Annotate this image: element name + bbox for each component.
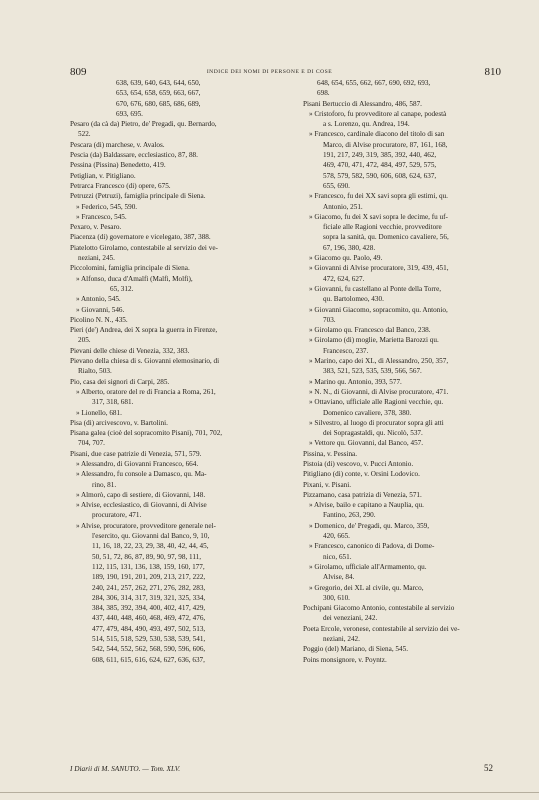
index-line: » Cristoforo, fu provveditore al canape, podestà <box>309 109 447 118</box>
index-line: » Giacomo, fu dei X savi sopra le decime, fu uf- <box>309 212 448 221</box>
index-line: Pixani, v. Pisani. <box>303 480 352 489</box>
index-line: » N. N., di Giovanni, di Alvise procuratore, 471. <box>309 387 449 396</box>
index-line: Fantino, 263, 290. <box>323 511 376 520</box>
index-line: 578, 579, 582, 590, 606, 608, 624, 637, <box>323 171 437 180</box>
index-line: 698. <box>317 89 330 98</box>
index-line: Poins monsignore, v. Poyntz. <box>303 655 387 664</box>
index-line: » Alvise, ecclesiastico, di Giovanni, di Alvise <box>76 501 207 510</box>
index-line: 112, 115, 131, 136, 138, 159, 160, 177, <box>92 562 205 571</box>
index-line: Pisana galea (cioè del sopracomito Pisani), 701, 702, <box>70 429 223 438</box>
index-line: 608, 611, 615, 616, 624, 627, 636, 637, <box>92 655 205 664</box>
index-line: Piccolomini, famiglia principale di Siena. <box>70 264 190 273</box>
index-line: 693, 695. <box>116 109 143 118</box>
index-line: » Marino qu. Antonio, 393, 577. <box>309 377 402 386</box>
index-line: 240, 241, 257, 262, 271, 276, 282, 283, <box>92 583 206 592</box>
index-line: nico, 651. <box>323 552 352 561</box>
index-line: Piatelotto Girolamo, contestabile al servizio dei ve- <box>70 243 218 252</box>
index-line: » Francesco, canonico di Padova, di Dome- <box>309 542 435 551</box>
index-line: » Silvestro, al luogo di procurator sopra gli atti <box>309 418 444 427</box>
index-line: Pitigliano (di) conte, v. Orsini Lodovico. <box>303 470 420 479</box>
index-line: Pesaro (da cà da) Pietro, de' Pregadi, qu. Bernardo, <box>70 120 217 129</box>
index-line: 383, 521, 523, 535, 539, 566, 567. <box>323 367 422 376</box>
index-line: » Girolamo qu. Francesco dal Banco, 238. <box>309 326 431 335</box>
index-line: neziani, 242. <box>323 635 360 644</box>
index-line: Pievani delle chiese di Venezia, 332, 383. <box>70 346 190 355</box>
index-line: Pievano della chiesa di s. Giovanni elemosinario, di <box>70 357 220 366</box>
index-line: Pochipani Giacomo Antonio, contestabile al servizio <box>303 604 455 613</box>
index-line: » Vettore qu. Giovanni, dal Banco, 457. <box>309 439 424 448</box>
index-line: » Federico, 545, 590. <box>76 202 138 211</box>
page-number-right: 810 <box>484 66 501 78</box>
index-line: » Giovanni, 546. <box>76 305 125 314</box>
index-line: Picolino N. N., 435. <box>70 315 128 324</box>
index-line: 384, 385, 392, 394, 400, 402, 417, 429, <box>92 604 206 613</box>
index-line: » Francesco, fu dei XX savi sopra gli estimi, qu. <box>309 192 448 201</box>
index-line: » Domenico, de' Pregadi, qu. Marco, 359, <box>309 521 430 530</box>
index-line: neziani, 245. <box>78 254 115 263</box>
index-line: 437, 440, 448, 460, 468, 469, 472, 476, <box>92 614 206 623</box>
index-line: Rialto, 503. <box>78 367 112 376</box>
index-line: 65, 312. <box>110 284 134 293</box>
index-line: Poeta Ercole, veronese, contestabile al servizio dei ve- <box>303 624 460 633</box>
index-line: Petiglian, v. Pitigliano. <box>70 171 136 180</box>
index-line: » Alvise, procuratore, provveditore generale nel- <box>76 521 216 530</box>
index-line: Petruzzi (Petruzi), famiglia principale di Siena. <box>70 192 206 201</box>
index-line: 420, 665. <box>323 532 350 541</box>
series-footer: I Diarii di M. SANUTO. — Tom. XLV. <box>70 764 181 773</box>
index-line: Pescara (di) marchese, v. Avalos. <box>70 140 165 149</box>
index-line: sopra la sanità, qu. Domenico cavaliere, 56, <box>323 233 449 242</box>
signature-mark: 52 <box>484 763 493 773</box>
index-line: » Almorò, capo di sestiere, di Giovanni, 148. <box>76 490 206 499</box>
index-line: 704, 707. <box>78 439 105 448</box>
index-line: » Ottaviano, ufficiale alle Ragioni vecchie, qu. <box>309 398 444 407</box>
index-line: 191, 217, 249, 319, 385, 392, 440, 462, <box>323 151 437 160</box>
index-line: 655, 690. <box>323 181 350 190</box>
index-line: qu. Bartolomeo, 430. <box>323 295 384 304</box>
index-line: Pio, casa dei signori di Carpi, 285. <box>70 377 170 386</box>
index-line: 653, 654, 658, 659, 663, 667, <box>116 89 201 98</box>
index-line: » Giovanni Giacomo, sopracomito, qu. Antonio, <box>309 305 448 314</box>
index-line: 11, 16, 18, 22, 23, 29, 38, 40, 42, 44, 45, <box>92 542 209 551</box>
index-line: rino, 81. <box>92 480 117 489</box>
index-line: » Alfonso, duca d'Amalfi (Malfi, Molfi), <box>76 274 193 283</box>
index-line: procuratore, 471. <box>92 511 142 520</box>
index-line: » Alberto, oratore del re di Francia a Roma, 261, <box>76 387 216 396</box>
index-line: » Lionello, 681. <box>76 408 122 417</box>
index-line: 670, 676, 680, 685, 686, 689, <box>116 99 201 108</box>
index-column-right <box>303 78 510 665</box>
index-line: Pexaro, v. Pesaro. <box>70 223 122 232</box>
index-line: 205. <box>78 336 91 345</box>
index-line: 542, 544, 552, 562, 568, 590, 596, 606, <box>92 645 206 654</box>
index-line: Domenico cavaliere, 378, 380. <box>323 408 412 417</box>
index-line: 189, 190, 191, 201, 209, 213, 217, 222, <box>92 573 206 582</box>
index-line: Petrarca Francesco (di) opere, 675. <box>70 181 171 190</box>
index-line: Alvise, 84. <box>323 573 355 582</box>
index-column-left <box>70 78 298 665</box>
index-line: Pessina (Pissina) Benedetto, 419. <box>70 161 166 170</box>
index-line: 317, 318, 681. <box>92 398 134 407</box>
index-line: dei Sopragastaldi, qu. Nicolò, 537. <box>323 429 423 438</box>
index-line: 469, 470, 471, 472, 484, 497, 529, 575, <box>323 161 437 170</box>
index-line: 300, 610. <box>323 593 350 602</box>
index-line: a s. Lorenzo, qu. Andrea, 194. <box>323 120 410 129</box>
index-line: Marco, di Alvise procuratore, 87, 161, 168, <box>323 140 448 149</box>
page-number-left: 809 <box>70 66 87 78</box>
index-line: » Marino, capo dei XL, di Alessandro, 250, 357, <box>309 357 449 366</box>
index-line: » Francesco, 545. <box>76 212 127 221</box>
index-line: Pistoia (di) vescovo, v. Pucci Antonio. <box>303 459 414 468</box>
index-line: » Gregorio, dei XL al civile, qu. Marco, <box>309 583 424 592</box>
index-line: Pisa (di) arcivescovo, v. Bartolini. <box>70 418 168 427</box>
index-line: 284, 306, 314, 317, 319, 321, 325, 334, <box>92 593 206 602</box>
index-line: » Antonio, 545. <box>76 295 121 304</box>
index-line: 638, 639, 640, 643, 644, 650, <box>116 79 201 87</box>
index-line: » Alessandro, di Giovanni Francesco, 664. <box>76 459 199 468</box>
index-line: » Francesco, cardinale diacono del titolo di san <box>309 130 445 139</box>
index-line: Pieri (de') Andrea, dei X sopra la guerra in Firenze, <box>70 326 218 335</box>
index-line: 522. <box>78 130 91 139</box>
index-line: Poggio (del) Mariano, di Siena, 545. <box>303 645 409 654</box>
index-line: » Giovanni, fu castellano al Ponte della Torre, <box>309 284 442 293</box>
index-line: » Giovanni di Alvise procuratore, 319, 439, 451, <box>309 264 449 273</box>
index-line: 477, 479, 484, 490, 493, 497, 502, 513, <box>92 624 206 633</box>
index-line: Pissina, v. Pessina. <box>303 449 358 458</box>
index-line: » Alessandro, fu console a Damasco, qu. Ma- <box>76 470 207 479</box>
index-line: Piacenza (di) governatore e vicelegato, 387, 388. <box>70 233 211 242</box>
index-line: dei veneziani, 242. <box>323 614 378 623</box>
index-line: ficiale alle Ragioni vecchie, provveditore <box>323 223 442 232</box>
index-line: » Giacomo qu. Paolo, 49. <box>309 254 383 263</box>
index-line: Antonio, 251. <box>323 202 363 211</box>
index-line: 67, 196, 380, 428. <box>323 243 376 252</box>
index-line: 50, 51, 72, 86, 87, 89, 90, 97, 98, 111, <box>92 552 202 561</box>
index-line: » Girolamo (di) moglie, Marietta Barozzi qu. <box>309 336 439 345</box>
index-line: 648, 654, 655, 662, 667, 690, 692, 693, <box>317 79 431 87</box>
bottom-edge-line <box>0 792 539 793</box>
index-line: 514, 515, 518, 529, 530, 538, 539, 541, <box>92 635 206 644</box>
index-line: Pisani Bertuccio di Alessandro, 486, 587. <box>303 99 422 108</box>
index-line: 472, 624, 627. <box>323 274 365 283</box>
index-line: » Girolamo, ufficiale all'Armamento, qu. <box>309 562 427 571</box>
index-line: Pisani, due case patrizie di Venezia, 571, 579. <box>70 449 202 458</box>
index-line: » Alvise, bailo e capitano a Nauplia, qu. <box>309 501 424 510</box>
index-line: Pizzamano, casa patrizia di Venezia, 571. <box>303 490 422 499</box>
index-line: 703. <box>323 315 336 324</box>
index-line: Francesco, 237. <box>323 346 369 355</box>
running-title: INDICE DEI NOMI DI PERSONE E DI COSE <box>206 69 333 75</box>
index-line: Pescia (da) Baldassare, ecclesiastico, 87, 88. <box>70 151 198 160</box>
index-line: l'esercito, qu. Giovanni dal Banco, 9, 10, <box>92 532 210 541</box>
